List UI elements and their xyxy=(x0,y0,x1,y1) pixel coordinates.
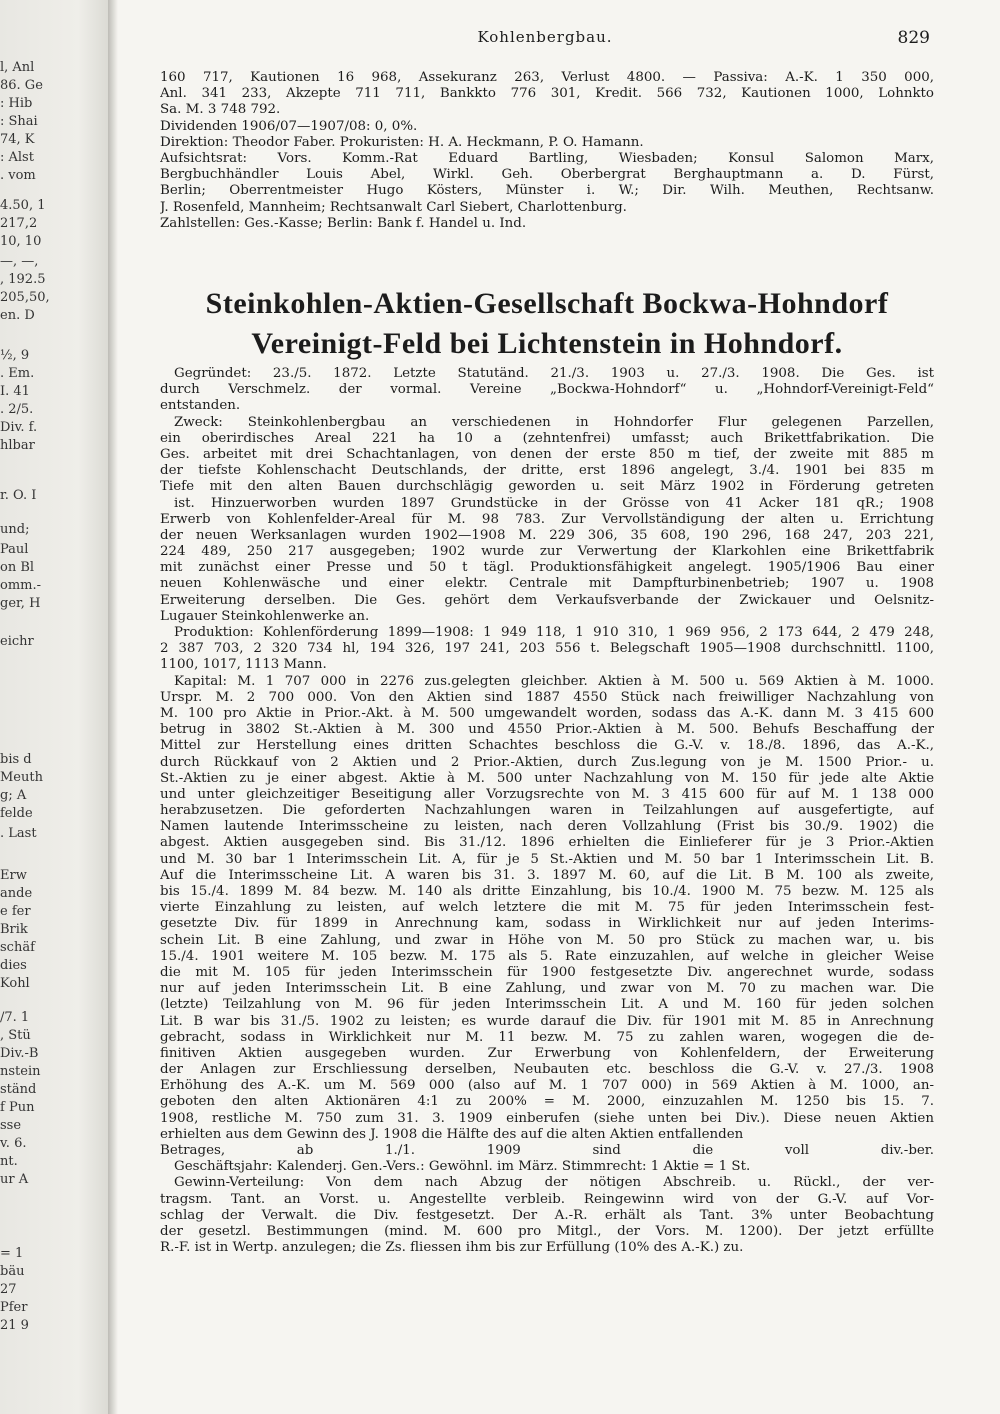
adjacent-page-fragment: 205,50, xyxy=(0,290,50,305)
body-text-line: Zweck: Steinkohlenbergbau an verschiedenen in Hohndorfer Flur gelegenen Parzellen, xyxy=(174,414,934,430)
adjacent-page-fragment: l, Anl xyxy=(0,60,35,75)
body-text-line: gebracht, sodass in Wirklichkeit nur M. 11 bezw. M. 75 zu zahlen waren, wogegen die de- xyxy=(160,1029,934,1045)
body-text-line: betrug in 3802 St.-Aktien à M. 300 und 4550 Prior.-Aktien à M. 500. Behufs Beschaffung der xyxy=(160,722,934,738)
adjacent-page-fragment: 4.50, 1 xyxy=(0,198,46,213)
body-text-line: Ges. arbeitet mit drei Schachtanlagen, von denen der erste 850 m tief, der zweite mit 885 m xyxy=(160,446,934,462)
body-text-line: erhielten aus dem Gewinn des J. 1908 die Hälfte des auf die alten Aktien entfallenden xyxy=(160,1126,744,1142)
body-text-line: Erhöhung des A.-K. um M. 569 000 (also auf M. 1 707 000) in 569 Aktien à M. 1000, an- xyxy=(160,1078,934,1094)
body-text-line: und unter gleichzeitiger Beseitigung aller Vorzugsrechte von M. 3 415 600 für auf M. 1 138 000 xyxy=(160,786,934,802)
adjacent-page-fragment: en. D xyxy=(0,308,35,323)
page-number: 829 xyxy=(897,28,930,48)
body-text-line: Betrages, ab 1./1. 1909 sind die voll div.-ber. xyxy=(160,1143,934,1158)
body-text-line: schein Lit. B eine Zahlung, und zwar in Höhe von M. 50 pro Stück zu machen war, u. bis xyxy=(160,932,934,948)
previous-entry-block xyxy=(160,70,934,232)
body-text-line: und M. 30 bar 1 Interimsschein Lit. A, für je 5 St.-Aktien und M. 50 bar 1 Interimsschein Lit. B. xyxy=(160,851,934,867)
adjacent-page-fragment: Div. f. xyxy=(0,420,38,435)
body-text-line: (letzte) Teilzahlung von M. 96 für jeden Interimsschein Lit. A und M. 160 für jeden solchen xyxy=(160,997,934,1013)
body-text-line: tragsm. Tant. an Vorst. u. Angestellte verbleib. Reingewinn wird von der G.-V. auf Vor- xyxy=(160,1191,934,1207)
company-title-line: Steinkohlen-Aktien-Gesellschaft Bockwa-Hohndorf xyxy=(205,287,889,320)
adjacent-page-fragment: —, —, xyxy=(0,254,39,269)
body-text-line: entstanden. xyxy=(160,398,241,414)
adjacent-page-fragment: nstein xyxy=(0,1064,41,1079)
adjacent-page-fragment: : Hib xyxy=(0,96,33,111)
adjacent-page-fragment: dies xyxy=(0,958,27,973)
body-text-line: der Anlagen zur Erschliessung derselben, Neubauten etc. beschloss die G.-V. v. 27./3. 1908 xyxy=(160,1062,934,1078)
body-text-line: Produktion: Kohlenförderung 1899—1908: 1 949 118, 1 910 310, 1 969 956, 2 173 644, 2 479 248, xyxy=(174,625,934,640)
body-text-line: der tiefste Kohlenschacht Deutschlands, der dritte, erst 1896 angelegt, 3./4. 1901 bei 835 m xyxy=(160,463,934,479)
adjacent-page-fragment: 74, K xyxy=(0,132,35,147)
body-text-line: Erwerb von Kohlenfelder-Areal für M. 98 783. Zur Vervollständigung der alten u. Errichtung xyxy=(160,511,934,527)
body-text-line: Gewinn-Verteilung: Von dem nach Abzug der nötigen Abschreib. u. Rückl., der ver- xyxy=(174,1175,934,1191)
entry-text-line: Direktion: Theodor Faber. Prokuristen: H. A. Heckmann, P. O. Hamann. xyxy=(160,134,644,150)
entry-text-line: 160 717, Kautionen 16 968, Assekuranz 263, Verlust 4800. — Passiva: A.-K. 1 350 000, xyxy=(160,70,934,85)
adjacent-page-fragment: on Bl xyxy=(0,560,35,575)
book-gutter xyxy=(108,0,118,1414)
adjacent-page-fragment: 10, 10 xyxy=(0,234,42,249)
adjacent-page-fragment: 86. Ge xyxy=(0,78,43,93)
entry-text-line: Zahlstellen: Ges.-Kasse; Berlin: Bank f. Handel u. Ind. xyxy=(160,215,527,231)
adjacent-page-fragment: Meuth xyxy=(0,770,43,785)
body-text-line: der neuen Werksanlagen wurden 1902—1908 M. 229 306, 35 608, 190 296, 168 247, 203 221, xyxy=(160,527,934,543)
adjacent-page-fragment: : Shai xyxy=(0,114,38,129)
body-text-line: M. 100 pro Aktie in Prior.-Akt. à M. 500 umgewandelt worden, sodass das A.-K. dann M. 3 415 600 xyxy=(160,705,934,721)
adjacent-page-fragment: = 1 xyxy=(0,1246,24,1261)
entry-text-line: Aufsichtsrat: Vors. Komm.-Rat Eduard Bartling, Wiesbaden; Konsul Salomon Marx, xyxy=(160,150,934,166)
body-text-line: Kapital: M. 1 707 000 in 2276 zus.gelegten gleichber. Aktien à M. 500 u. 569 Aktien à M. 1000. xyxy=(174,673,934,689)
adjacent-page-fragment: ½, 9 xyxy=(0,348,30,363)
adjacent-page-fragment: g; A xyxy=(0,788,27,803)
adjacent-page-fragment: ande xyxy=(0,886,33,901)
body-text-line: R.-F. ist in Wertp. anzulegen; die Zs. fliessen ihm bis zur Erfüllung (10% des A.-K.) zu. xyxy=(160,1240,744,1256)
adjacent-page-fragment: bäu xyxy=(0,1264,25,1279)
body-text-line: Mittel zur Herstellung eines dritten Schachtes beschloss die G.-V. v. 18./8. 1896, das A.-K., xyxy=(160,738,934,754)
body-text-line: die mit M. 105 für jeden Interimsschein für 1900 festgesetzte Div. angerechnet wurde, sodass xyxy=(160,964,934,980)
body-text-line: durch Rückkauf von 2 Aktien und 2 Prior.-Aktien, durch Zus.legung von je M. 1500 Prior.- u. xyxy=(160,754,934,770)
body-text-line: durch Verschmelz. der vormal. Vereine „Bockwa-Hohndorf“ u. „Hohndorf-Vereinigt-Feld“ xyxy=(160,382,934,398)
adjacent-page-fragment: sse xyxy=(0,1118,22,1133)
company-title-line: Vereinigt-Feld bei Lichtenstein in Hohndorf. xyxy=(251,327,843,360)
entry-text-line: Sa. M. 3 748 792. xyxy=(160,102,281,118)
adjacent-page-fragment: nt. xyxy=(0,1154,18,1169)
adjacent-page-fragment: ur A xyxy=(0,1172,29,1187)
body-text-line: Namen lautende Interimsscheine zu leisten, nach deren Vollzahlung (Frist bis 30./9. 1902) die xyxy=(160,819,934,835)
adjacent-page-fragment: v. 6. xyxy=(0,1136,27,1151)
page-header xyxy=(160,28,930,52)
adjacent-page-fragment: und; xyxy=(0,522,30,537)
entry-text-line: Dividenden 1906/07—1907/08: 0, 0%. xyxy=(160,118,418,134)
body-text-line: Tiefe mit den alten Bauen durchschlägig geworden u. seit März 1902 in Förderung getreten xyxy=(160,479,934,495)
body-text-line: abgest. Aktien ausgegeben sind. Bis 31./12. 1896 erhielten die Einlieferer für je 3 Prior.-Aktien xyxy=(160,835,934,851)
body-text-line: herabzusetzen. Die geforderten Nachzahlungen waren in Teilzahlungen auf ausgefertigte, auf xyxy=(160,803,934,819)
adjacent-page-fragment: 27 xyxy=(0,1282,17,1297)
body-text-line: 224 489, 250 217 ausgegeben; 1902 wurde zur Verwertung der Klarkohlen eine Brikettfabrik xyxy=(160,544,934,560)
body-text-line: Urspr. M. 2 700 000. Von den Aktien sind 1887 4550 Stück nach freiwilliger Nachzahlung von xyxy=(160,689,934,705)
adjacent-page-fragment: 217,2 xyxy=(0,216,38,231)
body-text-line: 15./4. 1901 weitere M. 105 bezw. M. 175 als 5. Rate einzuzahlen, auf welche in gleicher Weise xyxy=(160,948,934,964)
body-text-line: ist. Hinzuerworben wurden 1897 Grundstücke in der Grösse von 41 Acker 181 qR.; 1908 xyxy=(174,495,934,511)
adjacent-page-fragment: Erw xyxy=(0,868,27,883)
body-text-line: 1100, 1017, 1113 Mann. xyxy=(160,657,327,673)
adjacent-page-fragment: Div.-B xyxy=(0,1046,39,1061)
body-text-line: St.-Aktien zu je einer abgest. Aktie à M. 500 unter Nachzahlung von M. 150 für jede alte Aktie xyxy=(160,770,934,786)
entry-text-line: Bergbuchhändler Louis Abel, Wirkl. Geh. Oberbergrat Berghauptmann a. D. Fürst, xyxy=(160,167,934,183)
body-text-line: Erweiterung derselben. Die Ges. gehört dem Verkaufsverbande der Zwickauer und Oelsnitz- xyxy=(160,592,934,608)
body-text-line: Gegründet: 23./5. 1872. Letzte Statutänd. 21./3. 1903 u. 27./3. 1908. Die Ges. ist xyxy=(174,366,934,381)
adjacent-page-fragment: , 192.5 xyxy=(0,272,46,287)
body-text-line: gesetzte Div. für 1899 in Anrechnung kam, sodass in Wirklichkeit nur auf jeden Interims- xyxy=(160,916,934,932)
body-text-line: schlag der Verwalt. die Div. festgesetzt. Der A.-R. erhält als Tant. 3% unter Beobachtung xyxy=(160,1207,934,1223)
adjacent-page-fragment: f Pun xyxy=(0,1100,35,1115)
body-text-line: 1908, restliche M. 750 zum 31. 3. 1909 einberufen (siehe unten bei Div.). Diese neuen Aktien xyxy=(160,1110,934,1126)
entry-text-line: Anl. 341 233, Akzepte 711 711, Bankkto 776 301, Kredit. 566 732, Kautionen 1000, Lohnkto xyxy=(160,86,934,102)
adjacent-page-fragment: e fer xyxy=(0,904,31,919)
body-text-line: Lugauer Steinkohlenwerke an. xyxy=(160,608,370,624)
body-text-line: neuen Kohlenwäsche und einer elektr. Centrale mit Dampfturbinenbetrieb; 1907 u. 1908 xyxy=(160,576,934,592)
body-text-line: vierte Einzahlung zu leisten, auf welch letztere die mit M. 75 für jeden Interimsschein fest- xyxy=(160,900,934,916)
adjacent-page-fragment: eichr xyxy=(0,634,34,649)
adjacent-page-fragment: felde xyxy=(0,806,33,821)
adjacent-page-fragment: Pfer xyxy=(0,1300,28,1315)
adjacent-page-fragment: Paul xyxy=(0,542,29,557)
adjacent-page-fragment: ger, H xyxy=(0,596,41,611)
adjacent-page-fragment: . 2/5. xyxy=(0,402,34,417)
adjacent-page-fragment: r. O. I xyxy=(0,488,37,503)
company-entry-body xyxy=(160,366,934,1256)
body-text-line: bis 15./4. 1899 M. 84 bezw. M. 140 als dritte Einzahlung, bis 10./4. 1900 M. 75 bezw. M. 125 als xyxy=(160,884,934,899)
adjacent-page-fragment: : Alst xyxy=(0,150,34,165)
adjacent-page-fragment: 21 9 xyxy=(0,1318,29,1333)
adjacent-page-fragment: hlbar xyxy=(0,438,35,453)
body-text-line: 2 387 703, 2 320 734 hl, 194 326, 197 241, 203 556 t. Belegschaft 1905—1908 durchschnittl. 1100, xyxy=(160,641,934,657)
adjacent-page-fragment: I. 41 xyxy=(0,384,30,399)
adjacent-page-edge xyxy=(0,0,112,1414)
body-text-line: Lit. B war bis 31./5. 1902 zu leisten; es wurde darauf die Div. für 1901 mit M. 85 in Anrechnung xyxy=(160,1013,934,1029)
entry-text-line: J. Rosenfeld, Mannheim; Rechtsanwalt Carl Siebert, Charlottenburg. xyxy=(160,199,627,215)
entry-text-line: Berlin; Oberrentmeister Hugo Kösters, Münster i. W.; Dir. Wilh. Meuthen, Rechtsanw. xyxy=(160,183,934,199)
company-title xyxy=(160,284,934,364)
adjacent-page-fragment: omm.- xyxy=(0,578,42,593)
adjacent-page-fragment: . Last xyxy=(0,826,37,841)
body-text-line: geboten den alten Aktionären 4:1 zu 200% = M. 2000, einzuzahlen M. 1250 bis 15. 7. xyxy=(160,1094,934,1110)
adjacent-page-fragment: . Em. xyxy=(0,366,35,381)
adjacent-page-fragment: Brik xyxy=(0,922,28,937)
adjacent-page-fragment: bis d xyxy=(0,752,32,767)
body-text-line: der gesetzl. Bestimmungen (mind. M. 600 pro Mitgl., der Vors. M. 1200). Der jetzt erfüllte xyxy=(160,1223,934,1239)
adjacent-page-fragment: ständ xyxy=(0,1082,37,1097)
body-text-line: Auf die Interimsscheine Lit. A waren bis 31. 3. 1897 M. 60, auf die Lit. B M. 100 als zweite, xyxy=(160,867,934,883)
adjacent-page-fragment: /7. 1 xyxy=(0,1010,30,1025)
body-text-line: ein oberirdisches Areal 221 ha 10 a (zehntenfrei) umfasst; auch Brikettfabrikation. Die xyxy=(160,430,934,446)
body-text-line: finitiven Aktien ausgegeben wurden. Zur Erwerbung von Kohlenfeldern, der Erweiterung xyxy=(160,1045,934,1061)
adjacent-page-fragment: . vom xyxy=(0,168,36,183)
adjacent-page-fragment: Kohl xyxy=(0,976,30,991)
adjacent-page-fragment: schäf xyxy=(0,940,35,955)
body-text-line: nur auf jeden Interimsschein Lit. B eine Zahlung, und zwar von M. 70 zu machen war. Die xyxy=(160,981,934,997)
body-text-line: Geschäftsjahr: Kalenderj. Gen.-Vers.: Gewöhnl. im März. Stimmrecht: 1 Aktie = 1 St. xyxy=(174,1159,751,1175)
body-text-line: mit zunächst einer Presse und 50 t tägl. Produktionsfähigkeit angelegt. 1905/1906 Bau einer xyxy=(160,560,934,576)
running-title: Kohlenbergbau. xyxy=(477,28,613,46)
adjacent-page-fragment: , Stü xyxy=(0,1028,31,1043)
